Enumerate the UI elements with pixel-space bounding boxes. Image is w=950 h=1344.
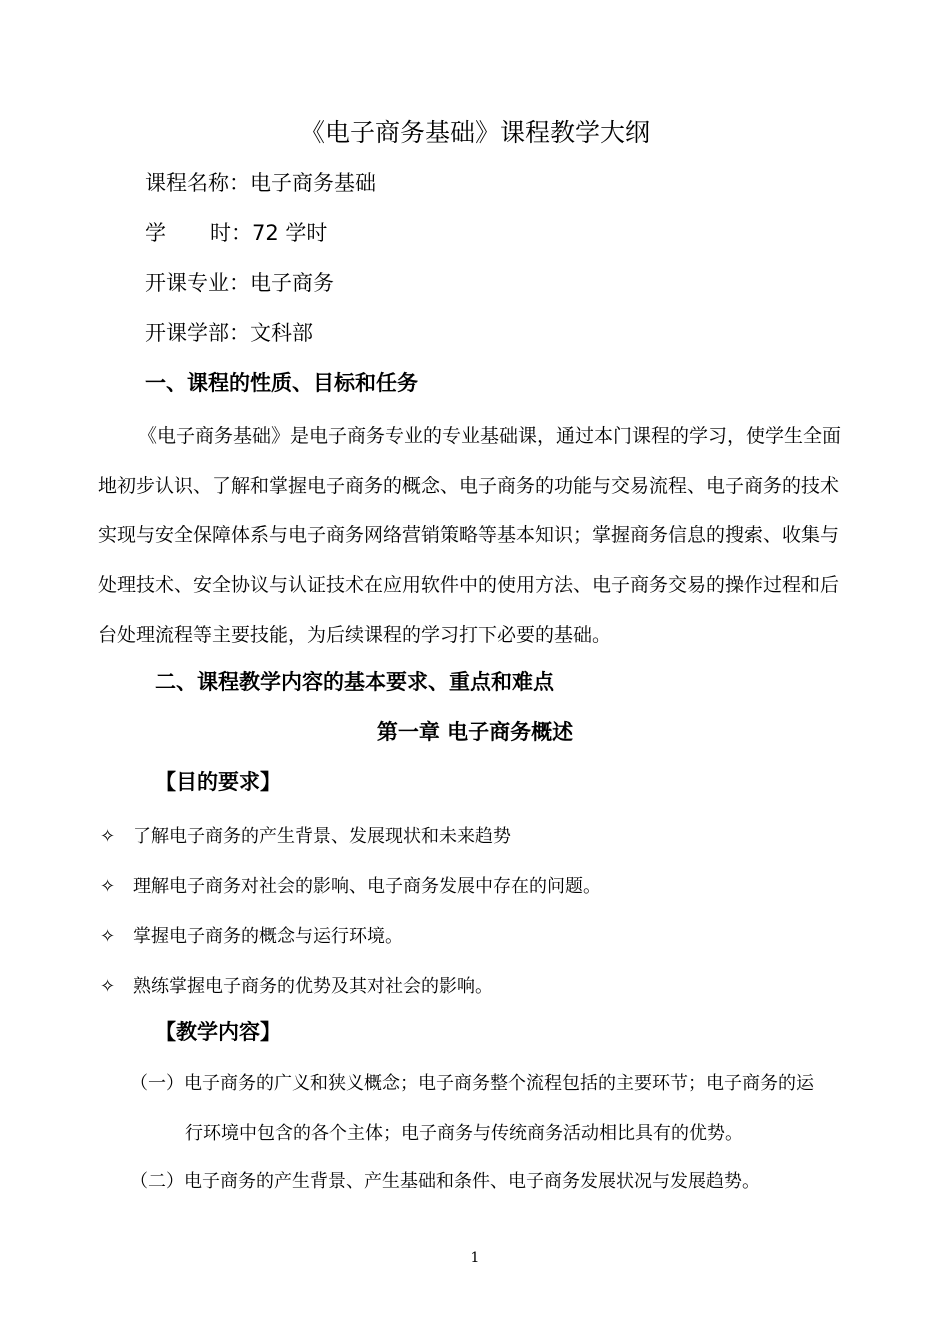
chapter-title: 第一章 电子商务概述 <box>376 720 574 744</box>
diamond-bullet-icon: ✧ <box>100 826 116 847</box>
goal-text: 掌握电子商务的概念与运行环境。 <box>133 926 403 947</box>
course-department: 开课学部：文科部 <box>145 321 313 345</box>
diamond-bullet-icon: ✧ <box>100 926 116 947</box>
goal-list-item <box>100 972 493 998</box>
goal-text: 理解电子商务对社会的影响、电子商务发展中存在的问题。 <box>133 876 601 897</box>
course-hours <box>145 217 327 247</box>
document-title: 《电子商务基础》课程教学大纲 <box>299 118 650 147</box>
page-number: 1 <box>470 1250 480 1266</box>
goal-list-item <box>100 922 403 948</box>
course-major: 开课专业：电子商务 <box>145 271 334 295</box>
diamond-bullet-icon: ✧ <box>100 976 116 997</box>
course-name: 课程名称：电子商务基础 <box>145 171 376 195</box>
goal-text: 熟练掌握电子商务的优势及其对社会的影响。 <box>133 976 493 997</box>
content-item-line: 行环境中包含的各个主体；电子商务与传统商务活动相比具有的优势。 <box>185 1123 743 1144</box>
section1-paragraph-line: 台处理流程等主要技能，为后续课程的学习打下必要的基础。 <box>98 624 612 646</box>
section2-heading: 二、课程教学内容的基本要求、重点和难点 <box>155 670 554 694</box>
course-hours-value: 时：72 学时 <box>210 221 328 245</box>
content-heading: 【教学内容】 <box>155 1020 281 1044</box>
section1-paragraph-line: 《电子商务基础》是电子商务专业的专业基础课，通过本门课程的学习，使学生全面 <box>138 425 842 447</box>
goal-list-item <box>100 872 601 898</box>
content-item-line: （一）电子商务的广义和狭义概念；电子商务整个流程包括的主要环节；电子商务的运 <box>130 1073 814 1094</box>
goal-list-item <box>100 822 511 848</box>
goal-text: 了解电子商务的产生背景、发展现状和未来趋势 <box>133 826 511 847</box>
content-item-line: （二）电子商务的产生背景、产生基础和条件、电子商务发展状况与发展趋势。 <box>130 1171 760 1192</box>
course-hours-label: 学 <box>145 221 166 245</box>
section1-heading: 一、课程的性质、目标和任务 <box>145 371 418 395</box>
section1-paragraph-line: 地初步认识、了解和掌握电子商务的概念、电子商务的功能与交易流程、电子商务的技术 <box>98 475 840 497</box>
section1-paragraph-line: 实现与安全保障体系与电子商务网络营销策略等基本知识；掌握商务信息的搜索、收集与 <box>98 524 840 546</box>
diamond-bullet-icon: ✧ <box>100 876 116 897</box>
section1-paragraph-line: 处理技术、安全协议与认证技术在应用软件中的使用方法、电子商务交易的操作过程和后 <box>98 574 840 596</box>
goals-heading: 【目的要求】 <box>155 770 281 794</box>
